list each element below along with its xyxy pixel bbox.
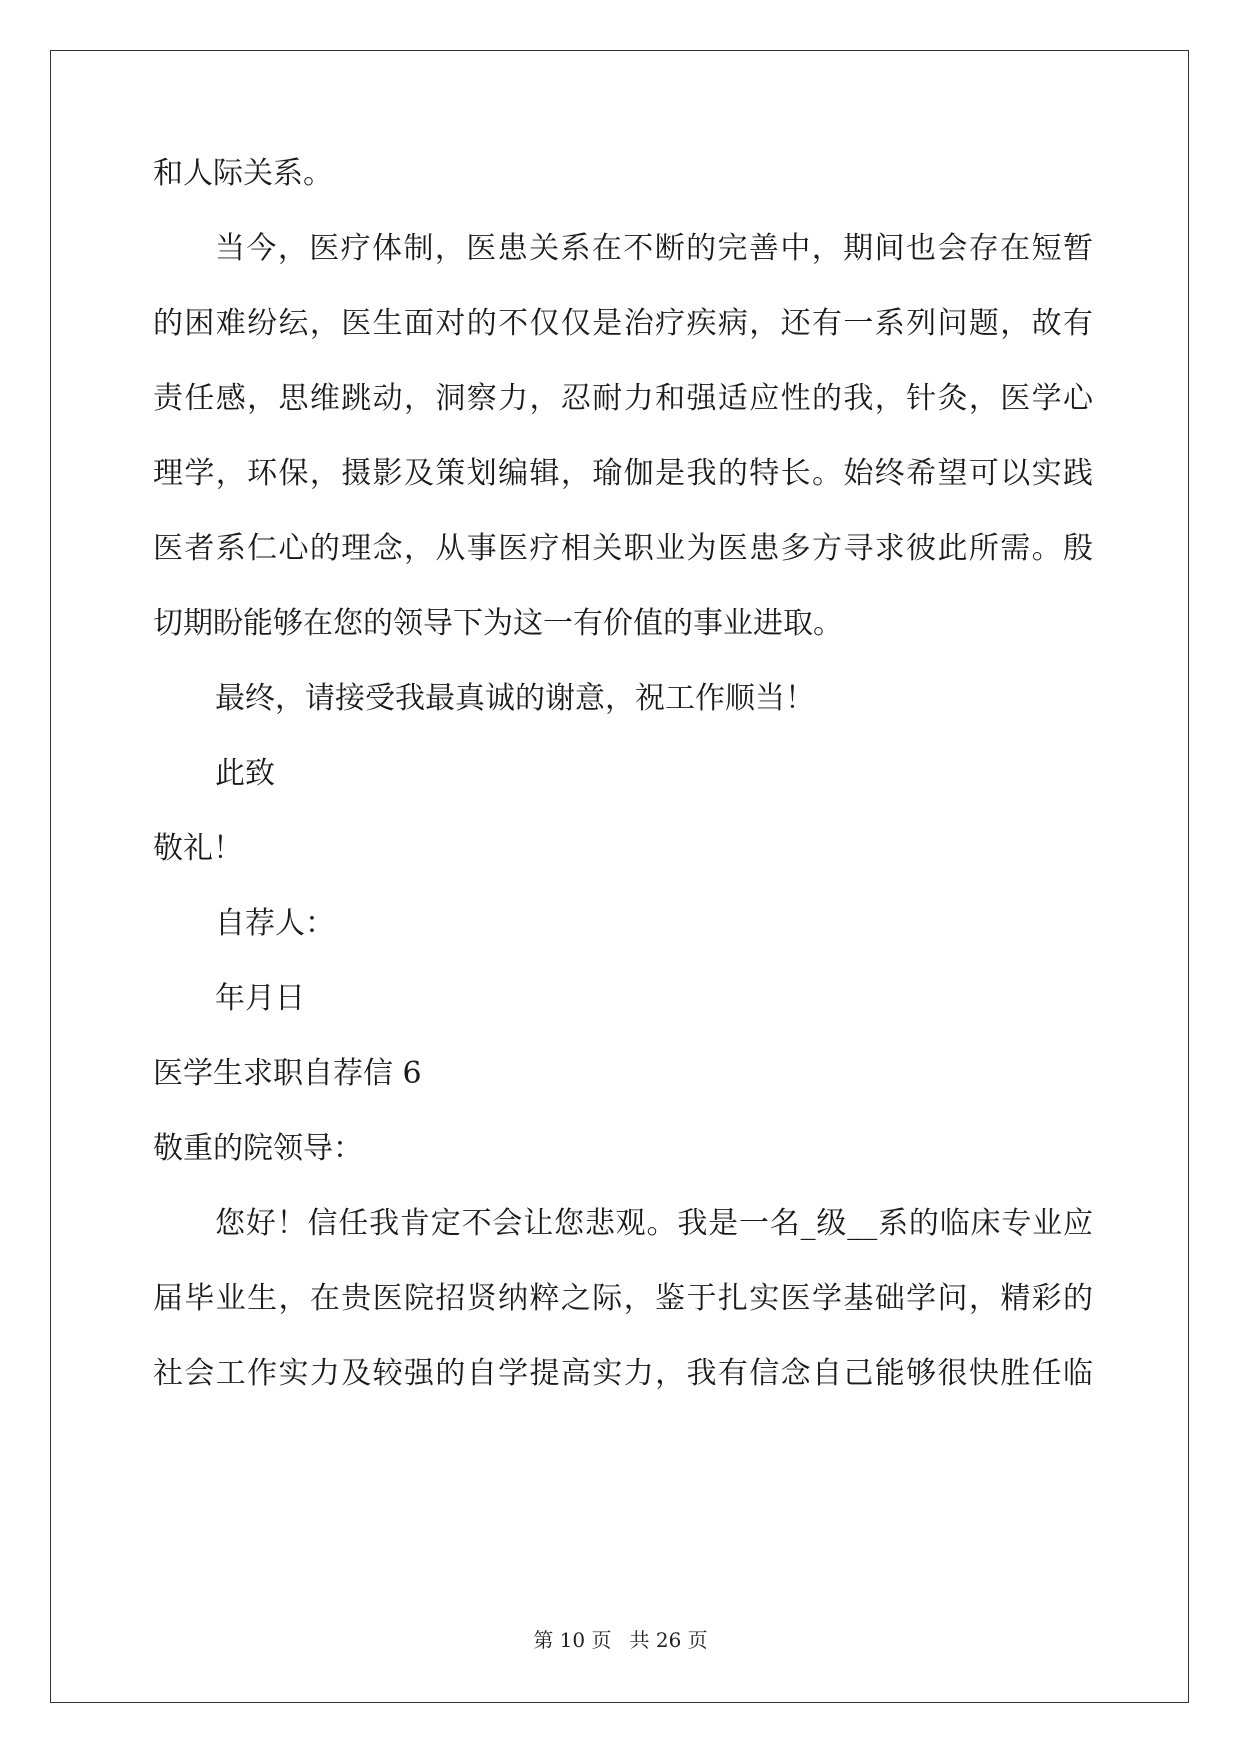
page-total: 共 26 页 xyxy=(629,1628,708,1652)
date-label: 年月日 xyxy=(215,981,305,1016)
text-line-1: 和人际关系。 xyxy=(153,156,333,191)
section-heading: 医学生求职自荐信 6 xyxy=(153,1056,422,1091)
text-line-8: 最终，请接受我最真诚的谢意，祝工作顺当！ xyxy=(215,681,815,716)
text-line-6: 医者系仁心的理念，从事医疗相关职业为医患多方寻求彼此所需。殷 xyxy=(153,531,1093,566)
letter-greeting: 敬重的院领导： xyxy=(153,1131,363,1166)
text-line-7: 切期盼能够在您的领导下为这一有价值的事业进取。 xyxy=(153,606,843,641)
text-line-16: 届毕业生，在贵医院招贤纳粹之际，鉴于扎实医学基础学问，精彩的 xyxy=(153,1281,1093,1316)
text-line-15: 您好！信任我肯定不会让您悲观。我是一名_级__系的临床专业应 xyxy=(215,1206,1093,1241)
text-line-5: 理学，环保，摄影及策划编辑，瑜伽是我的特长。始终希望可以实践 xyxy=(153,456,1093,491)
salutation-regards: 敬礼！ xyxy=(153,831,243,866)
text-line-4: 责任感，思维跳动，洞察力，忍耐力和强适应性的我，针灸，医学心 xyxy=(153,381,1093,416)
text-line-17: 社会工作实力及较强的自学提高实力，我有信念自己能够很快胜任临 xyxy=(153,1356,1093,1391)
text-line-3: 的困难纷纭，医生面对的不仅仅是治疗疾病，还有一系列问题，故有 xyxy=(153,306,1093,341)
page-footer xyxy=(0,1628,1241,1652)
salutation-closing: 此致 xyxy=(215,756,275,791)
signature-label: 自荐人： xyxy=(215,906,335,941)
text-line-2: 当今，医疗体制，医患关系在不断的完善中，期间也会存在短暂 xyxy=(215,231,1093,266)
page-border xyxy=(50,50,1189,1703)
page-number: 第 10 页 xyxy=(533,1628,612,1652)
